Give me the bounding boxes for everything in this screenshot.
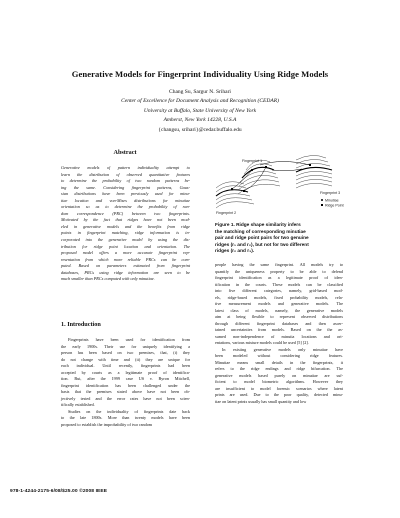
abstract-line: ing the same. Considering fingerprint patterns, Gaus- xyxy=(61,184,190,190)
fingerprint-figure-svg xyxy=(212,148,344,218)
author-email: {changsu, srihari}@cedar.buffalo.edu xyxy=(158,126,242,133)
col2-line: quantify the uniqueness property to be able to defend xyxy=(215,268,343,274)
fingerprint-2-ridges xyxy=(216,182,254,208)
copyright-footer: 978-1-4244-2175-6/08/$25.00 ©2008 IEEE xyxy=(10,489,108,494)
fingerprint-1-ridges xyxy=(238,160,280,194)
abstract-line: puted. Based on parameters estimated from fingerprint xyxy=(61,263,190,269)
intro-line: Studies on the individuality of fingerprints date back xyxy=(68,408,190,414)
intro-line: basis that the premises stated above have not been ob- xyxy=(61,389,190,394)
col2-line: tiae on latent prints usually has small quantity and low xyxy=(215,398,307,404)
fingerprint-1-label: Fingerprint 1 xyxy=(242,159,263,163)
intro-line: tion. But, after the 1999 case US v. Byron Mitchell, xyxy=(61,376,190,381)
col2-line: ficient to model biometric algorithms. However they xyxy=(215,379,343,384)
abstract-line: points in fingerprint matching, ridge information is in- xyxy=(61,230,190,236)
abstract-line: much smaller than PRCs computed with only minutiae. xyxy=(61,276,155,282)
abstract-line: Generative models of pattern individuality attempt to xyxy=(61,165,190,170)
col2-line: sumed non-independence of minutia locations and ori- xyxy=(215,333,343,339)
col2-line: Minutiae means small details in the fingerprints, it xyxy=(215,359,343,365)
abstract-line: tiae location and von-Mises distributions for minutiae xyxy=(61,197,190,203)
ridge-point-marker xyxy=(243,190,245,192)
intro-line: each individual. Until recently, fingerprints had been xyxy=(61,363,190,368)
abstract-line: orientation so as to determine the probability of ran- xyxy=(61,204,190,210)
fingerprint-2-label: Fingerprint 2 xyxy=(216,211,237,215)
col2-line: tive measurement models and generative models. The xyxy=(215,301,343,306)
legend-minutiae-label: Minutiae xyxy=(325,198,339,203)
col2-line: through different fingerprint databases and then ascer- xyxy=(215,320,343,326)
col2-line: In existing generative models only minutiae have xyxy=(222,346,343,352)
col2-line: els, ridge-based models, fixed probability models, rela- xyxy=(215,294,343,300)
caption-line: ridges (r₁ and r₂), but not for two different xyxy=(215,242,309,248)
caption-line: Figure 1. Ridge shape similarity infers xyxy=(215,223,301,228)
affiliation: Center of Excellence for Document Analysis and Recognition (CEDAR) xyxy=(121,98,279,105)
ridge-point-marker xyxy=(309,164,311,166)
abstract-line: to determine the probability of two random patterns be- xyxy=(61,178,190,184)
column-2-body xyxy=(215,262,343,405)
col2-line: latest class of models, namely, the generative models xyxy=(215,307,343,313)
figure-1-caption xyxy=(215,223,345,256)
intro-line: person has been based on two premises, that, (i) they xyxy=(61,350,190,355)
abstract-body xyxy=(61,165,190,283)
figure-legend xyxy=(321,198,344,207)
intro-line: proposed to establish the improbability of two random xyxy=(61,421,153,427)
caption-line: the matching of corresponding minutiae xyxy=(215,229,306,235)
col2-line: generative models based purely on minutiae are suf- xyxy=(215,372,343,378)
col2-line: aim at being flexible to represent observed distributions xyxy=(215,314,343,319)
caption-line: ridges (r₂ and r₃). xyxy=(215,249,255,255)
col2-line: tained uncertainties from models. Based on the the as- xyxy=(215,327,343,332)
fingerprint-3-ridges xyxy=(296,155,332,188)
intro-line: to the late 1800s. More than twenty models have been xyxy=(61,415,190,420)
abstract-line: eled in generative models and the benefits from ridge xyxy=(61,223,190,229)
abstract-line: Motivated by the fact that ridges have not been mod- xyxy=(61,217,190,223)
abstract-line: proposed model offers a more accurate fingerprint rep- xyxy=(61,250,190,256)
caption-line: pair and ridge point pairs for two genuine xyxy=(215,236,309,242)
introduction-heading: 1. Introduction xyxy=(61,321,101,328)
intro-line: jectively tested and the error rates have not been scien- xyxy=(61,395,190,401)
abstract-heading: Abstract xyxy=(113,149,137,156)
author-names: Chang Su, Sargur N. Srihari xyxy=(169,89,231,95)
legend-ridge-label: Ridge Point xyxy=(325,203,344,208)
legend-minutiae-marker xyxy=(321,199,323,201)
abstract-line: dom correspondence (PRC) between two fingerprints. xyxy=(61,210,190,216)
intro-line: the early 1900s. Their use for uniquely identifying a xyxy=(61,343,190,349)
col2-line: refers to the ridge endings and ridge bifurcation. The xyxy=(215,366,343,371)
col2-line: tification in the courts. These models can be classified xyxy=(215,281,343,287)
intro-line: fingerprint identification has been challenged under the xyxy=(61,382,190,388)
abstract-line: corporated into the generative model by using the dis- xyxy=(61,237,190,243)
figure-1-diagram xyxy=(212,148,344,218)
col2-line: entations, various mixture models could be used [5] [2]. xyxy=(215,340,309,345)
intro-line: Fingerprints have been used for identification from xyxy=(68,337,190,342)
col2-line: prints are used. Due to the poor quality, detected minu- xyxy=(215,392,343,397)
abstract-line: learn the distribution of observed quantitative features xyxy=(61,171,190,177)
col2-line: been modeled without considering ridge features. xyxy=(215,353,343,358)
col2-line: into five different categories, namely, grid-based mod- xyxy=(215,288,343,293)
abstract-line: tribution for ridge point location and orientation. The xyxy=(61,243,190,249)
university: University at Buffalo, State University of New York xyxy=(143,107,257,114)
ridge-point-marker xyxy=(265,166,267,168)
author-block xyxy=(20,88,380,135)
legend-ridge-marker xyxy=(321,204,323,206)
intro-line: accepted by courts as a legitimate proof of identifica- xyxy=(61,369,190,375)
col2-line: people having the same fingerprint. All models try to xyxy=(215,262,343,267)
minutia-marker xyxy=(231,188,233,190)
introduction-body xyxy=(61,337,190,428)
intro-line: do not change with time and (ii) they are unique for xyxy=(61,356,190,362)
fingerprint-3-label: Fingerprint 3 xyxy=(320,191,341,195)
minutia-marker xyxy=(251,169,253,171)
col2-line: fingerprint identification as a legitimate proof of iden- xyxy=(215,275,343,280)
abstract-line: sian distributions have been previously used for minu- xyxy=(61,191,190,197)
city: Amherst, New York 14228, U.S.A xyxy=(163,117,237,124)
paper-title: Generative Models for Fingerprint Individuality Using Ridge Models xyxy=(71,69,329,79)
intro-line: tifically established. xyxy=(61,402,95,407)
abstract-line: resentation from which more reliable PRCs can be com- xyxy=(61,256,190,262)
col2-line: are insufficient to model forensic scenarios where latent xyxy=(215,385,343,391)
abstract-line: databases, PRCs using ridge information are seen to be xyxy=(61,269,190,275)
